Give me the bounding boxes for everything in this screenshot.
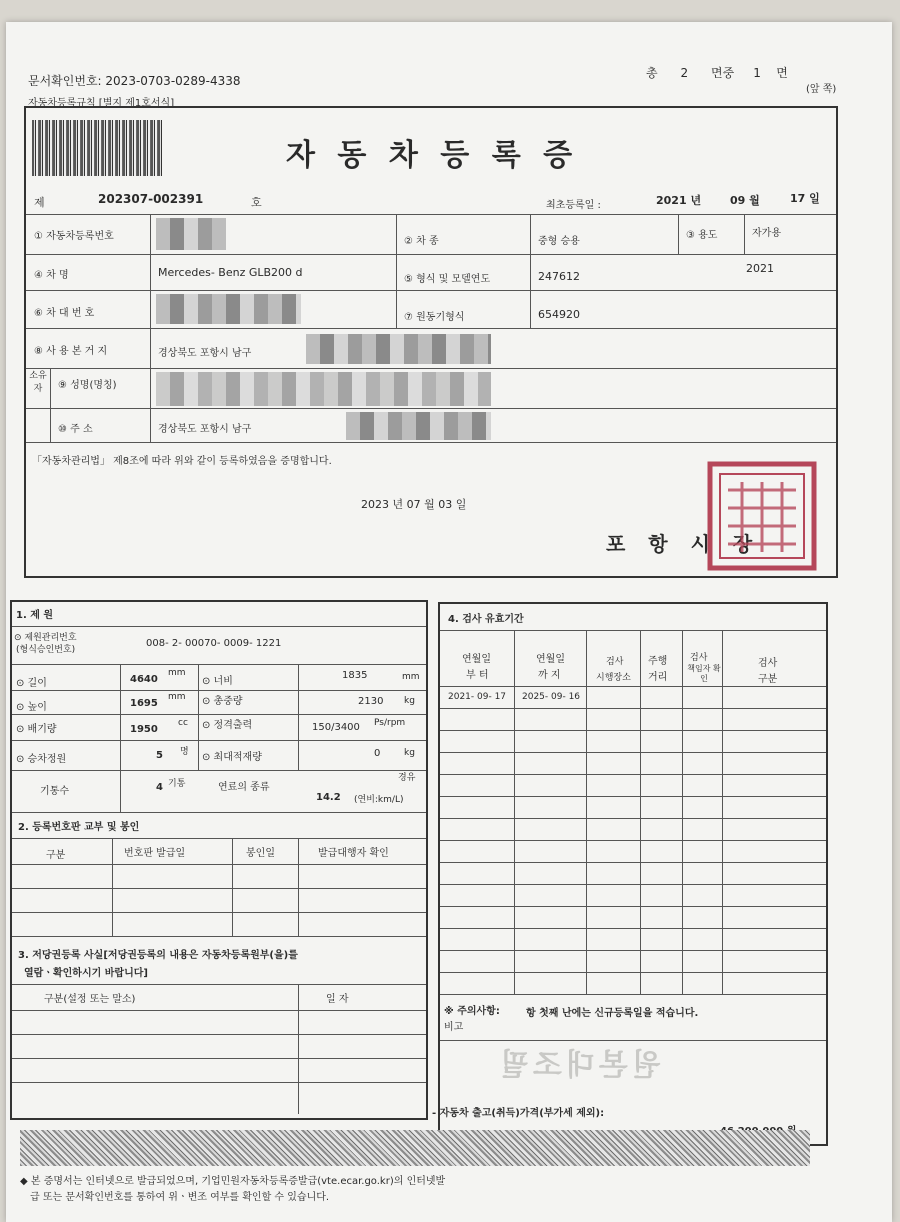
mgmt-no-value: 008- 2- 00070- 0009- 1221 xyxy=(146,638,282,649)
owner-addr-value: 경상북도 포항시 남구 xyxy=(158,424,252,435)
length-unit: mm xyxy=(168,668,186,678)
insp-col-kind-1: 검사 xyxy=(758,658,778,669)
grid-line xyxy=(744,214,745,254)
grid-line xyxy=(440,730,826,731)
width-label: ⊙ 너비 xyxy=(202,676,233,687)
plate-col-issue-date: 번호판 발급일 xyxy=(124,848,186,859)
grid-line xyxy=(12,770,426,771)
seats-value: 5 xyxy=(156,750,163,761)
lien-section-title-1: 3. 저당권등록 사실[저당권등록의 내용은 자동차등록원부(을)를 xyxy=(18,950,298,961)
issue-date: 2023 년 07 월 03 일 xyxy=(361,498,467,511)
gross-weight-value: 2130 xyxy=(358,696,384,707)
fuel-label: 연료의 종류 xyxy=(218,782,270,793)
insp-row-from: 2021- 09- 17 xyxy=(448,692,507,702)
insp-col-kind-2: 구분 xyxy=(758,674,778,685)
grid-line xyxy=(150,214,151,442)
owner-side-label: 소유자 xyxy=(29,371,47,394)
insp-col-from-2: 부 터 xyxy=(466,670,489,681)
grid-line xyxy=(440,994,826,995)
registration-certificate xyxy=(6,22,892,1222)
name-value: Mercedes- Benz GLB200 d xyxy=(158,266,303,279)
lien-section-title-2: 열람ㆍ확인하시기 바랍니다] xyxy=(24,968,148,979)
grid-line xyxy=(12,888,426,889)
fuel-efficiency-value: 14.2 xyxy=(316,792,341,803)
grid-line xyxy=(26,368,836,369)
insp-col-place-2: 시행장소 xyxy=(596,673,631,683)
engine-value: 654920 xyxy=(538,308,580,321)
document-title: 자 동 차 등 록 증 xyxy=(286,138,579,173)
length-label: ⊙ 길이 xyxy=(16,678,47,689)
plate-col-seal-date: 봉인일 xyxy=(246,848,275,859)
grid-line xyxy=(678,214,679,254)
power-label: ⊙ 정격출력 xyxy=(202,720,253,731)
model-year: 2021 xyxy=(746,262,774,275)
insp-col-place-1: 검사 xyxy=(606,657,624,667)
insp-col-to-1: 연월일 xyxy=(536,654,565,665)
model-label: ⑤ 형식 및 모델연도 xyxy=(404,274,491,285)
insp-col-mileage-1: 주행 xyxy=(648,656,668,667)
gross-weight-unit: kg xyxy=(404,696,415,706)
max-load-value: 0 xyxy=(374,748,381,759)
grid-line xyxy=(440,708,826,709)
grid-line xyxy=(26,328,836,329)
vin-label: ⑥ 차 대 번 호 xyxy=(34,308,95,319)
redacted-reg-no xyxy=(156,218,226,250)
cert-no-suffix: 호 xyxy=(251,196,262,209)
grid-line xyxy=(440,818,826,819)
insp-col-mileage-2: 거리 xyxy=(648,672,668,683)
grid-line xyxy=(12,714,426,715)
grid-line xyxy=(440,972,826,973)
insp-col-from-1: 연월일 xyxy=(462,654,491,665)
length-value: 4640 xyxy=(130,674,158,685)
page-side: (앞 쪽) xyxy=(806,84,837,95)
grid-line xyxy=(12,936,426,937)
grid-line xyxy=(12,1058,426,1059)
grid-line xyxy=(12,1034,426,1035)
cylinders-unit: 기통 xyxy=(168,779,186,789)
mgmt-no-sub: (형식승인번호) xyxy=(16,645,76,655)
redacted-vin xyxy=(156,294,301,324)
first-reg-label: 최초등록일 : xyxy=(546,200,601,211)
plate-col-type: 구분 xyxy=(46,850,66,861)
seats-unit: 명 xyxy=(180,747,189,757)
grid-line xyxy=(440,950,826,951)
page-count: 총 2 면중 1 면 xyxy=(646,66,788,80)
use-label: ③ 용도 xyxy=(686,230,718,241)
grid-line xyxy=(440,686,826,687)
grid-line xyxy=(440,630,826,631)
grid-line xyxy=(396,214,397,328)
grid-line xyxy=(12,1010,426,1011)
grid-line xyxy=(298,664,299,770)
redacted-owner-name xyxy=(156,372,491,406)
grid-line xyxy=(298,984,299,1114)
spec-section-title: 1. 제 원 xyxy=(16,610,54,621)
grid-line xyxy=(12,912,426,913)
fuel-type: 경유 xyxy=(398,773,416,783)
grid-line xyxy=(12,626,426,627)
owner-name-label: ⑨ 성명(명칭) xyxy=(58,380,117,391)
notice-text: 항 첫째 난에는 신규등록일을 적습니다. xyxy=(526,1008,699,1019)
certification-statement: 「자동차관리법」 제8조에 따라 위와 같이 등록하였음을 증명합니다. xyxy=(32,456,332,467)
owner-addr-label: ⑩ 주 소 xyxy=(58,424,93,435)
first-reg-month: 09 월 xyxy=(730,194,760,207)
footer-notice-2: 급 또는 문서확인번호를 통하여 위ㆍ변조 여부를 확인할 수 있습니다. xyxy=(30,1192,330,1203)
grid-line xyxy=(232,838,233,936)
height-value: 1695 xyxy=(130,698,158,709)
price-label: - 자동차 출고(취득)가격(부가세 제외): xyxy=(432,1108,605,1119)
grid-line xyxy=(440,928,826,929)
grid-line xyxy=(26,214,836,215)
cert-no-prefix: 제 xyxy=(34,196,45,209)
insp-col-officer-2: 책임자 확인 xyxy=(687,664,721,683)
power-unit: Ps/rpm xyxy=(374,718,406,728)
footer-notice-1: ◆ 본 증명서는 인터넷으로 발급되었으며, 기업민원자동차등록증발급(vte.ecar.go.kr)의 인터넷발 xyxy=(20,1176,446,1187)
official-seal-icon xyxy=(706,460,818,572)
displacement-value: 1950 xyxy=(130,724,158,735)
engine-label: ⑦ 원동기형식 xyxy=(404,312,465,323)
type-value: 중형 승용 xyxy=(538,236,580,247)
grid-line xyxy=(682,630,683,994)
grid-line xyxy=(26,442,836,443)
grid-line xyxy=(440,862,826,863)
grid-line xyxy=(440,796,826,797)
redacted-owner-address xyxy=(346,412,491,440)
seats-label: ⊙ 승차정원 xyxy=(16,754,67,765)
grid-line xyxy=(198,664,199,770)
max-load-label: ⊙ 최대적재량 xyxy=(202,752,262,763)
grid-line xyxy=(26,290,836,291)
reg-no-label: ① 자동차등록번호 xyxy=(34,231,114,242)
power-value: 150/3400 xyxy=(312,722,360,733)
grid-line xyxy=(298,838,299,936)
base-value: 경상북도 포항시 남구 xyxy=(158,348,252,359)
grid-line xyxy=(440,906,826,907)
grid-line xyxy=(440,752,826,753)
cylinders-value: 4 xyxy=(156,782,163,793)
lien-col-date: 일 자 xyxy=(326,994,349,1005)
grid-line xyxy=(12,740,426,741)
grid-line xyxy=(722,630,723,994)
height-label: ⊙ 높이 xyxy=(16,702,47,713)
insp-row-to: 2025- 09- 16 xyxy=(522,692,581,702)
grid-line xyxy=(440,774,826,775)
cylinders-label: 기통수 xyxy=(40,786,69,797)
rule-reference: 자동차등록규칙 [별지 제1호서식] xyxy=(28,98,175,109)
grid-line xyxy=(50,368,51,442)
grid-line xyxy=(26,254,836,255)
grid-line xyxy=(640,630,641,994)
grid-line xyxy=(440,840,826,841)
insp-col-to-2: 까 지 xyxy=(538,670,561,681)
security-pattern-band xyxy=(20,1130,810,1166)
width-unit: mm xyxy=(402,672,420,682)
grid-line xyxy=(120,664,121,812)
grid-line xyxy=(12,864,426,865)
max-load-unit: kg xyxy=(404,748,415,758)
grid-line xyxy=(514,630,515,994)
mgmt-no-label: ⊙ 제원관리번호 xyxy=(14,633,77,643)
displacement-unit: cc xyxy=(178,718,188,728)
cert-number: 202307-002391 xyxy=(98,192,204,206)
lien-col-type: 구분(설정 또는 말소) xyxy=(44,994,136,1005)
grid-line xyxy=(12,1082,426,1083)
plate-section-title: 2. 등록번호판 교부 및 봉인 xyxy=(18,822,140,833)
first-reg-day: 17 일 xyxy=(790,192,820,205)
grid-line xyxy=(12,690,426,691)
grid-line xyxy=(112,838,113,936)
watermark-stamp: 원본대조필 xyxy=(496,1048,661,1083)
plate-col-agent: 발급대행자 확인 xyxy=(318,848,389,859)
redacted-base-address xyxy=(306,334,491,364)
qr-code-image xyxy=(32,120,162,176)
first-reg-year: 2021 년 xyxy=(656,194,702,207)
height-unit: mm xyxy=(168,692,186,702)
grid-line xyxy=(12,838,426,839)
width-value: 1835 xyxy=(342,670,368,681)
base-label: ⑧ 사 용 본 거 지 xyxy=(34,346,108,357)
grid-line xyxy=(586,630,587,994)
gross-weight-label: ⊙ 총중량 xyxy=(202,696,243,707)
issuer: 포 항 시 장 xyxy=(606,532,761,556)
fuel-efficiency-unit: (연비:km/L) xyxy=(354,795,404,805)
grid-line xyxy=(530,214,531,328)
type-label: ② 차 종 xyxy=(404,236,439,247)
grid-line xyxy=(12,984,426,985)
use-value: 자가용 xyxy=(752,228,781,239)
doc-check-number: 문서확인번호: 2023-0703-0289-4338 xyxy=(28,74,241,88)
displacement-label: ⊙ 배기량 xyxy=(16,724,57,735)
grid-line xyxy=(26,408,836,409)
notice-label: ※ 주의사항: xyxy=(444,1006,500,1017)
inspection-section-title: 4. 검사 유효기간 xyxy=(448,614,524,625)
remarks-label: 비고 xyxy=(444,1022,464,1033)
grid-line xyxy=(12,812,426,813)
grid-line xyxy=(440,884,826,885)
name-label: ④ 차 명 xyxy=(34,270,69,281)
grid-line xyxy=(12,664,426,665)
insp-col-officer-1: 검사 xyxy=(690,653,708,663)
model-value: 247612 xyxy=(538,270,580,283)
